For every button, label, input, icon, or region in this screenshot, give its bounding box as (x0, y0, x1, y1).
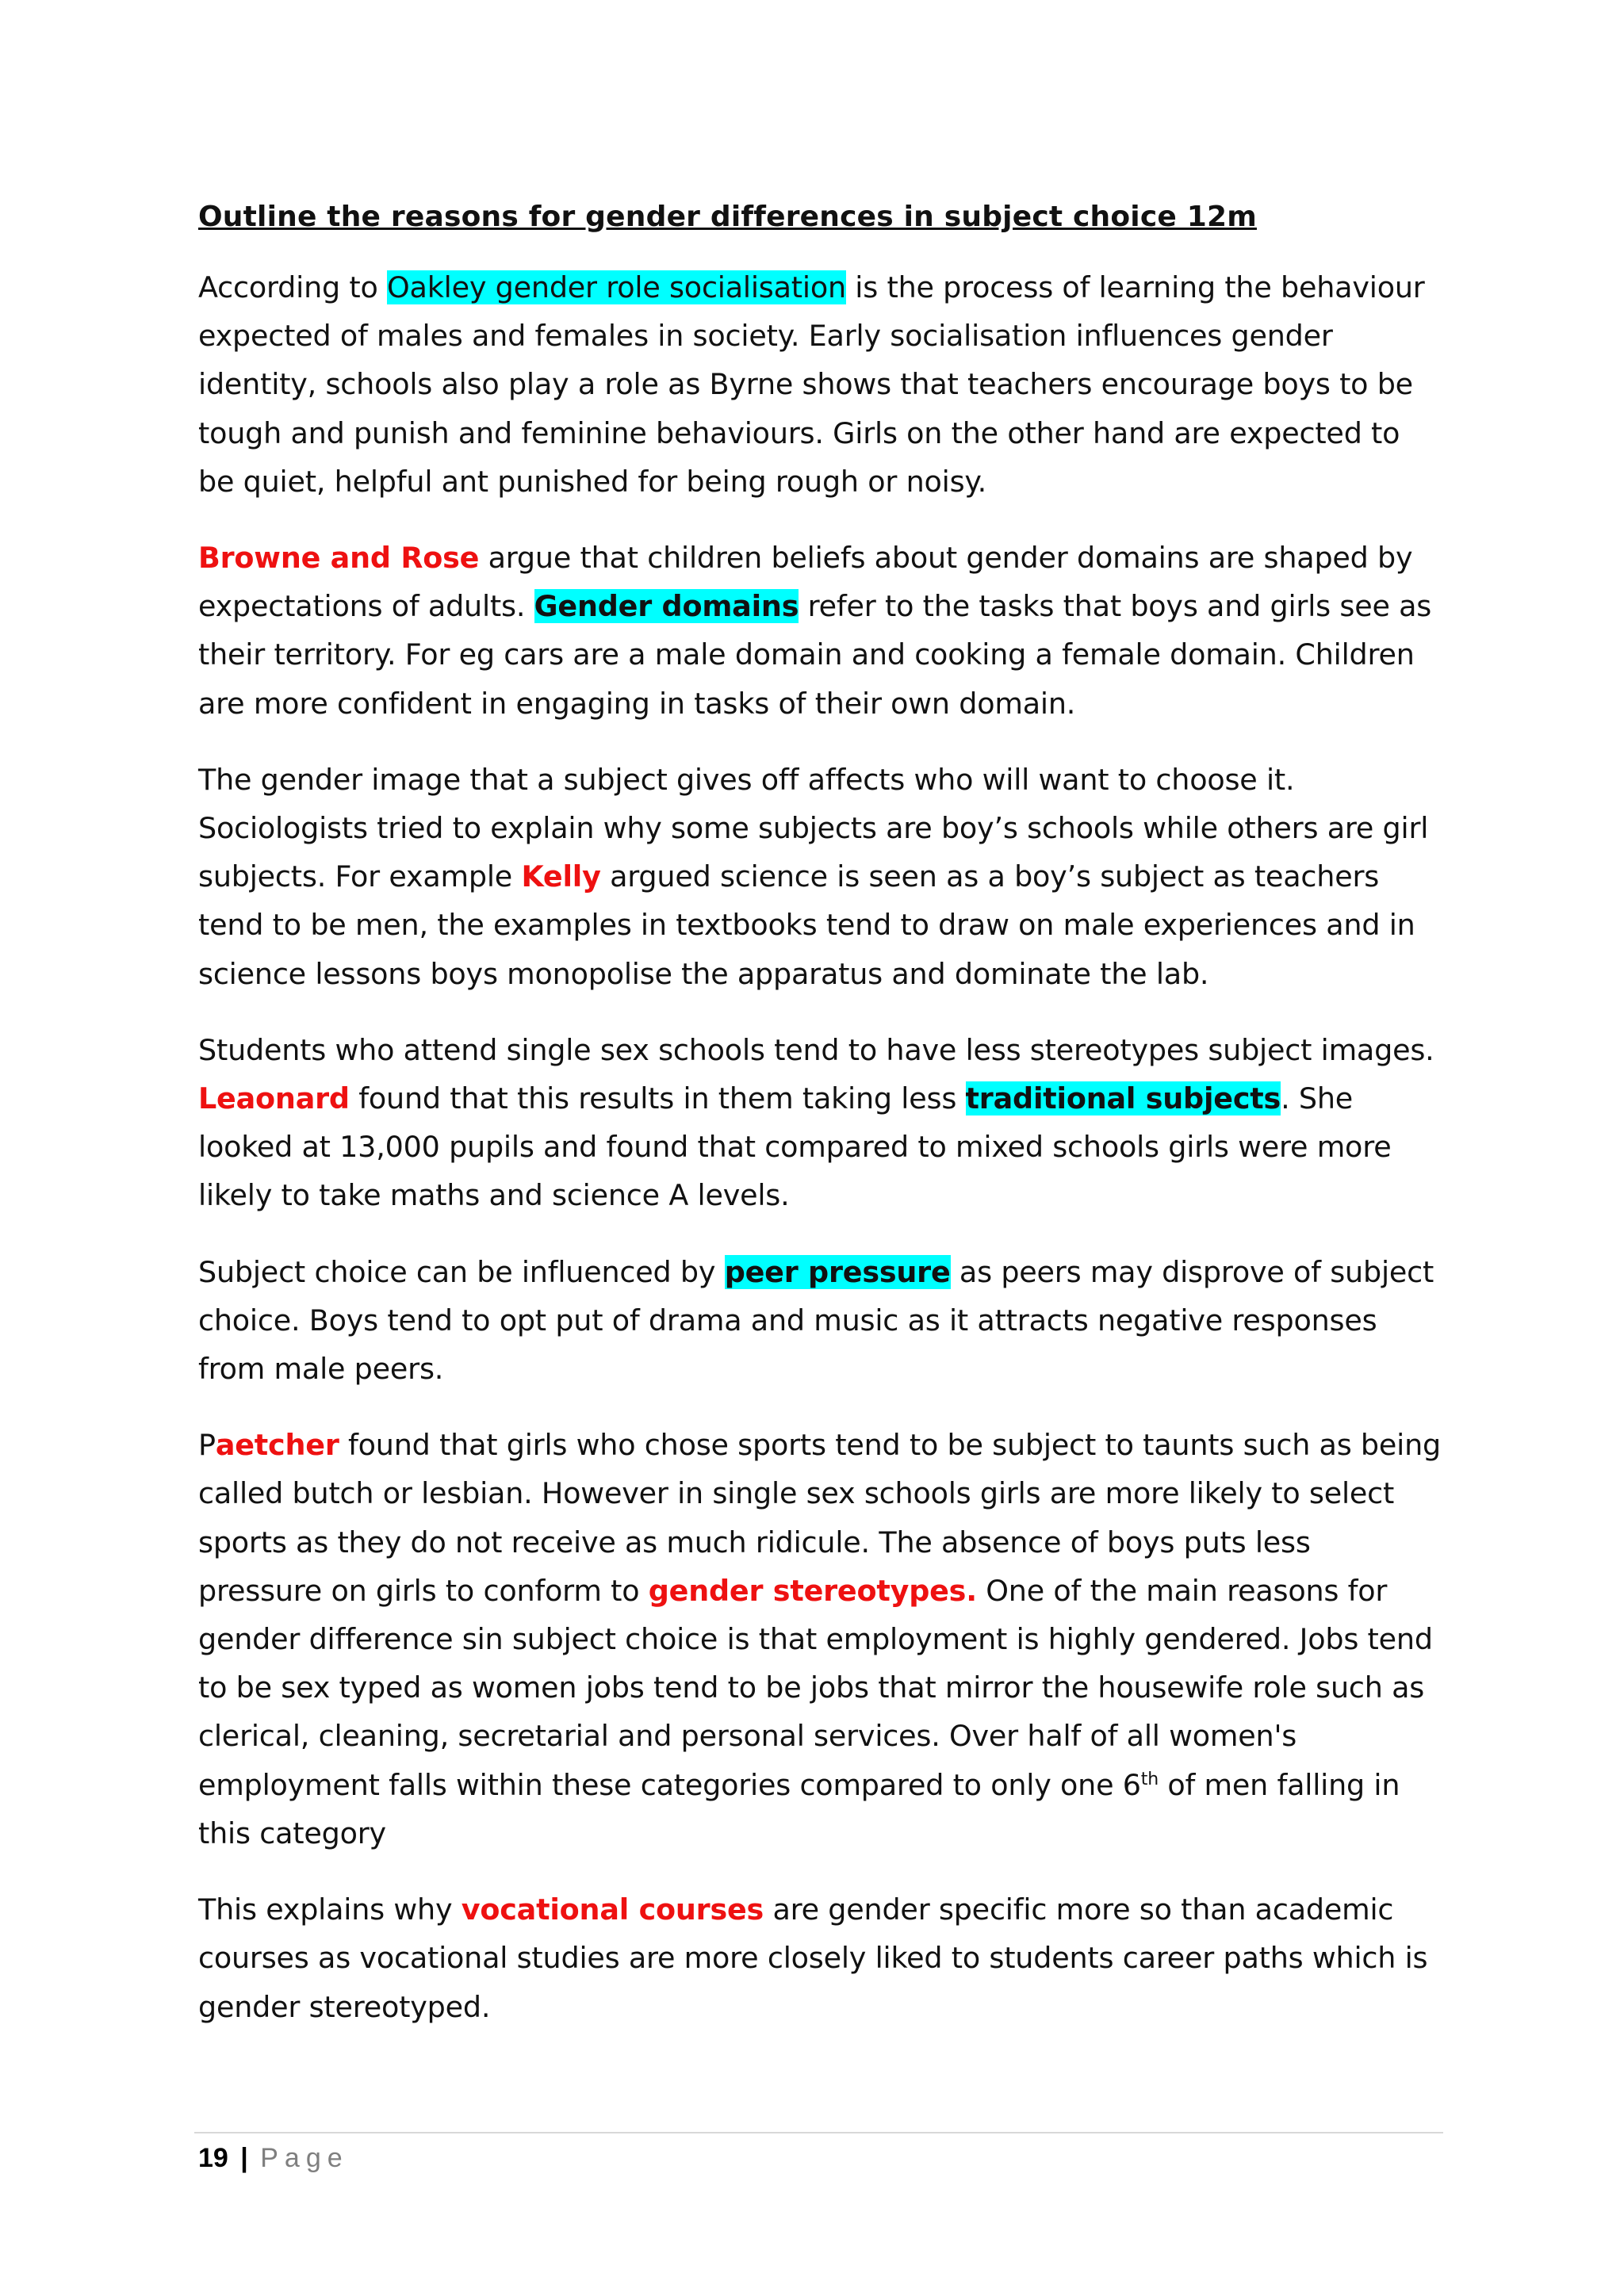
text: refer to the tasks that boys and girls see as their territory. For eg cars are a male domain and cooking a female domain. Children are more confident in engaging in tasks of their own domain. (198, 589, 1432, 721)
paragraph-vocational-courses (198, 1885, 1443, 2031)
superscript: th (1140, 1769, 1159, 1789)
text: The gender image that a subject gives off affects who will want to choose it. Sociologists tried to explain why some subjects are boy’s schools while others are girl subjects. For example (198, 762, 1429, 894)
text: P (198, 1428, 216, 1463)
document-body (198, 198, 1443, 2059)
paragraph-gender-domains (198, 534, 1443, 728)
paragraph-paetcher (198, 1421, 1443, 1858)
footer-separator: | (240, 2143, 248, 2173)
page-title: Outline the reasons for gender differences in subject choice 12m (198, 201, 1257, 233)
text: One of the main reasons for gender difference sin subject choice is that employment is highly gendered. Jobs tend to be sex typed as women jobs tend to be jobs that mirror the housewife role such as clerical, cleaning, secretarial and personal services. Over half of all women's employment falls within these categories compared to only one 6 (198, 1573, 1433, 1802)
text: Students who attend single sex schools tend to have less stereotypes subject images. (198, 1032, 1434, 1067)
text: found that girls who chose sports tend to be subject to taunts such as being called butch or lesbian. However in single sex schools girls are more likely to select sports as they do not receive as much ridicule. The absence of boys puts less pressure on girls to conform to (198, 1428, 1441, 1608)
term-vocational-courses: vocational courses (461, 1892, 764, 1927)
text: found that this results in them taking less (349, 1081, 966, 1116)
text: argue that children beliefs about gender domains are shaped by expectations of adults. (198, 541, 1413, 624)
text: . She looked at 13,000 pupils and found that compared to mixed schools girls were more likely to take maths and science A levels. (198, 1081, 1392, 1213)
page-footer (198, 2141, 349, 2175)
paragraph-peer-pressure (198, 1248, 1443, 1394)
page-number: 19 (198, 2143, 228, 2173)
text: This explains why (198, 1892, 462, 1927)
text: as peers may disprove of subject choice. Boys tend to opt put of drama and music as it attracts negative responses from male peers. (198, 1254, 1434, 1387)
name-paetcher: aetcher (215, 1428, 339, 1463)
text: are gender specific more so than academic courses as vocational studies are more closely liked to students career paths which is gender stereotyped. (198, 1892, 1428, 2024)
text: argued science is seen as a boy’s subject as teachers tend to be men, the examples in textbooks tend to draw on male experiences and in science lessons boys monopolise the apparatus and dominate the lab. (198, 859, 1415, 991)
highlight-peer-pressure: peer pressure (724, 1254, 951, 1289)
term-gender-stereotypes: gender stereotypes. (648, 1573, 977, 1608)
text: According to (198, 270, 388, 304)
paragraph-socialisation (198, 263, 1443, 506)
page-label: Page (260, 2143, 349, 2173)
highlight-gender-domains: Gender domains (534, 589, 799, 624)
name-kelly: Kelly (521, 859, 601, 894)
highlight-traditional-subjects: traditional subjects (965, 1081, 1281, 1116)
paragraph-single-sex-schools (198, 1026, 1443, 1220)
text: Subject choice can be influenced by (198, 1254, 725, 1289)
text: of men falling in this category (198, 1767, 1400, 1850)
highlight-oakley: Oakley gender role socialisation (387, 270, 846, 304)
text: is the process of learning the behaviour expected of males and females in society. Early socialisation influences gender identity, schools also play a role as Byrne shows that teachers encourage boys to be tough and punish and feminine behaviours. Girls on the other hand are expected to be quiet, helpful ant punished for being rough or noisy. (198, 270, 1425, 499)
name-leaonard: Leaonard (198, 1081, 350, 1116)
footer-divider (194, 2132, 1443, 2133)
name-browne-and-rose: Browne and Rose (198, 541, 480, 576)
paragraph-subject-image (198, 756, 1443, 998)
